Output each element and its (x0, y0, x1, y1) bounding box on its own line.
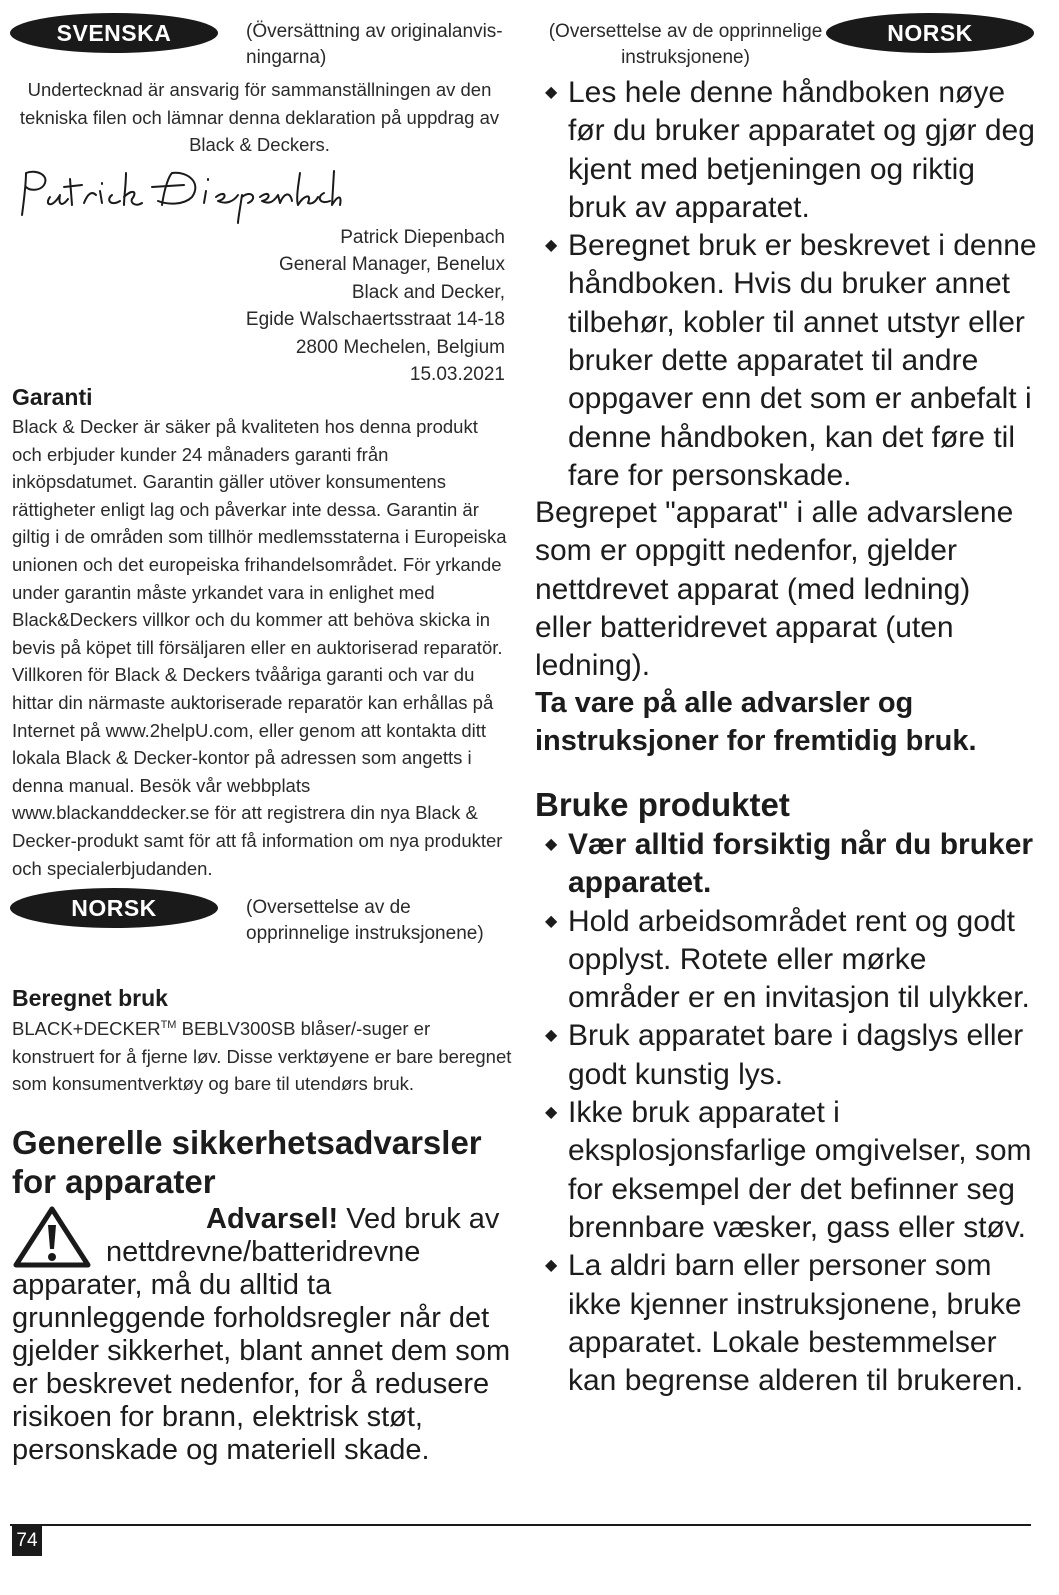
warning-label: Advarsel! (206, 1203, 339, 1235)
list-item: ◆ Hold arbeidsområdet rent og godt opplyst. Rotete eller mørke områder er en invitasjon til ulykker. (545, 904, 1030, 1015)
warning-block (12, 1203, 522, 1467)
heading-bruke-produktet: Bruke produktet (535, 786, 790, 823)
heading-generelle-sikkerhetsadvarsler: Generelle sikkerhetsadvarsler for apparater (12, 1124, 482, 1200)
declaration-text: Undertecknad är ansvarig för sammanställningen av den tekniska filen och lämnar denna deklaration på uppdrag av Black & Deckers. (19, 79, 500, 156)
list-item: ◆ Beregnet bruk er beskrevet i denne håndboken. Hvis du bruker annet tilbehør, kobler til annet utstyr eller bruker dette apparatet til andre oppgaver enn det som er anbefalt i denne håndboken, kan det føre til fare for personskade. (545, 229, 1037, 492)
beregnet-bruk-text (12, 1012, 512, 1098)
language-badge-label: NORSK (71, 894, 157, 921)
list-item: ◆ Les hele denne håndboken nøye før du bruker apparatet og gjør deg kjent med betjeningen og riktig bruk av apparatet. (545, 76, 1035, 224)
list-item: ◆ La aldri barn eller personer som ikke kjenner instruksjonene, bruke apparatet. Lokale bestemmelser kan begrense alderen til brukeren. (545, 1249, 1024, 1398)
address-line: 15.03.2021 (409, 364, 505, 386)
language-badge-label: SVENSKA (56, 19, 172, 46)
translation-note-norsk-right: (Oversettelse av de opprinnelige instruksjonene) (548, 21, 823, 68)
usage-bullet-list (535, 826, 1040, 1400)
language-badge-norsk (10, 888, 218, 928)
address-line: General Manager, Benelux (278, 254, 505, 276)
bullet-icon: ◆ (545, 237, 558, 255)
begrepet-text: Begrepet "apparat" i alle advarslene som er oppgitt nedenfor, gjelder nettdrevet apparat (med ledning) eller batteridrevet apparat (uten ledning). (535, 496, 1014, 683)
bullet-icon: ◆ (545, 1027, 558, 1045)
address-line: Black and Decker, (351, 281, 505, 303)
translation-note-svenska: (Översättning av originalanvis-ningarna) (246, 21, 503, 68)
signature-image (12, 165, 342, 225)
bullet-icon: ◆ (545, 912, 558, 930)
language-badge-norsk-right (826, 13, 1034, 53)
garanti-text: Black & Decker är säker på kvaliteten hos denna produkt och erbjuder kunder 24 månaders garanti från inköpsdatumet. Garantin gäller utöver konsumentens rättigheter enligt lag och påverkar inte dessa. Garantin är giltig i de områden som tillhör medlemsstaterna i Europeiska unionen och det europeiska frihandelsområdet. För yrkande under garantin måste yrkandet vara in enlighet med Black&Deckers villkor och du kommer att behöva skicka in bevis på köpet till försäljaren eller en auktoriserad reparatör. Villkoren för Black & Deckers tvååriga garanti och var du hittar din närmaste auktoriserade reparatör kan erhållas på Internet på www.2helpU.com, eller genom att kontakta ditt lokala Black & Decker-kontor på adressen som angetts i denna manual. Besök vår webbplats www.blackanddecker.se för att registrera din nya Black & Decker-produkt samt för att få information om nya produkter och specialerbjudanden. (12, 416, 507, 879)
list-item: ◆ Ikke bruk apparatet i eksplosjonsfarlige omgivelser, som for eksempel der det befinner seg brennbare væsker, gass eller støv. (545, 1096, 1032, 1244)
intro-bullet-list (535, 74, 1040, 495)
address-line: Patrick Diepenbach (340, 227, 505, 248)
signatory-address (246, 224, 505, 388)
bullet-icon: ◆ (545, 1257, 558, 1275)
address-line: 2800 Mechelen, Belgium (295, 336, 505, 358)
list-item: ◆ Bruk apparatet bare i dagslys eller godt kunstig lys. (545, 1019, 1024, 1091)
language-badge-svenska (10, 13, 218, 53)
heading-beregnet-bruk: Beregnet bruk (12, 985, 168, 1011)
warning-triangle-icon (12, 1205, 92, 1269)
trademark: TM (160, 1019, 177, 1031)
list-item: ◆ Vær alltid forsiktig når du bruker apparatet. (545, 828, 1034, 900)
ta-vare-text: Ta vare på alle advarsler og instruksjoner for fremtidig bruk. (535, 687, 977, 758)
bullet-icon: ◆ (545, 836, 558, 853)
brand-name: BLACK+DECKER (12, 1018, 161, 1040)
footer-divider (10, 1524, 1031, 1526)
language-badge-label: NORSK (887, 19, 973, 46)
warning-text: Ved bruk av nettdrevne/batteridrevne apparater, må du alltid ta grunnleggende forholdsregler når det gjelder sikkerhet, blant annet dem som er beskrevet nedenfor, for å redusere risikoen for brann, elektrisk støt, personskade og materiell skade. (12, 1203, 511, 1466)
bullet-icon: ◆ (545, 1104, 558, 1122)
heading-garanti: Garanti (12, 384, 93, 410)
page-number: 74 (12, 1526, 42, 1556)
address-line: Egide Walschaertsstraat 14-18 (245, 309, 505, 331)
beregnet-bruk-body: BEBLV300SB blåser/-suger er konstruert for å fjerne løv. Disse verktøyene er bare beregnet som konsumentverktøy og bare til utendørs bruk. (12, 1018, 512, 1095)
bullet-icon: ◆ (545, 84, 558, 101)
translation-note-norsk: (Oversettelse av de opprinnelige instruksjonene) (246, 897, 484, 944)
